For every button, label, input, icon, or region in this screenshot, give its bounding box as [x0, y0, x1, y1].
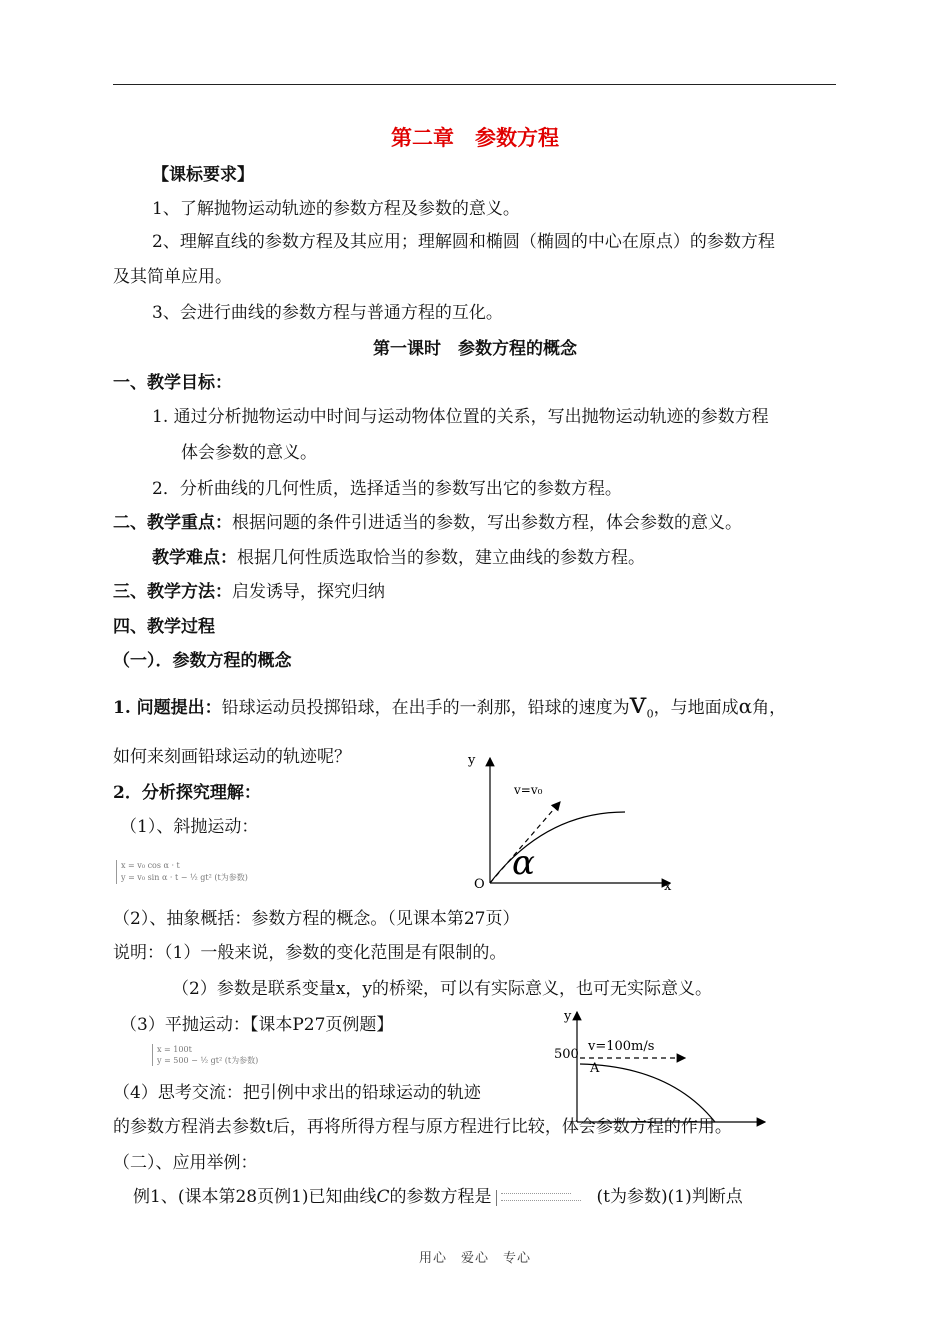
difficulty-text: 根据几何性质选取恰当的参数，建立曲线的参数方程。: [237, 548, 645, 568]
part2-heading: （二）、应用举例：: [113, 1153, 258, 1173]
key-points-text: 根据问题的条件引进适当的参数，写出参数方程，体会参数的意义。: [232, 513, 742, 533]
standards-item-1: 1、了解抛物运动轨迹的参数方程及参数的意义。: [152, 199, 520, 219]
lesson-title: 第一课时 参数方程的概念: [373, 339, 577, 359]
method-text: 启发诱导，探究归纳: [232, 582, 385, 602]
example-1: [133, 1186, 743, 1208]
standards-item-3: 3、会进行曲线的参数方程与普通方程的互化。: [152, 303, 503, 323]
method-label: 三、教学方法：: [113, 582, 232, 602]
example-1-text-2: 的参数方程是: [389, 1187, 492, 1207]
question-1-text-2: ，与地面成: [653, 698, 739, 718]
example-1-text-3: (t为参数)(1)判断点: [596, 1187, 743, 1207]
goals-item-1b: 体会参数的意义。: [181, 443, 317, 463]
horizontal-brace: [152, 1044, 153, 1066]
question-1-text-3: 角，: [752, 698, 787, 718]
page-footer: 用心 爱心 专心: [418, 1251, 531, 1266]
think-line-b: 的参数方程消去参数t后，再将所得方程与原方程进行比较，体会参数方程的作用。: [113, 1117, 732, 1137]
difficulty: [152, 547, 645, 569]
oblique-eq-2: y = v₀ sin α · t − ½ gt² (t为参数): [121, 873, 248, 882]
think-line-a: （4）思考交流：把引例中求出的铅球运动的轨迹: [113, 1083, 481, 1103]
method: [113, 581, 385, 603]
horizontal-eq-2: y = 500 − ½ gt² (t为参数): [157, 1056, 259, 1065]
example-1-formula-placeholder: [496, 1190, 597, 1206]
oblique-eq-1: x = v₀ cos α · t: [121, 861, 180, 870]
alpha-symbol: α: [738, 694, 753, 718]
figure-x-label: x: [664, 879, 672, 894]
header-rule: [113, 84, 836, 85]
question-1-line-2: 如何来刻画铅球运动的轨迹呢？: [113, 747, 351, 767]
figure-alpha: α: [512, 843, 535, 883]
goals-item-2: 2．分析曲线的几何性质，选择适当的参数写出它的参数方程。: [152, 479, 622, 499]
figure2-y-label: y: [564, 1009, 572, 1024]
question-1-label: 1. 问题提出：: [113, 698, 222, 718]
note-1: 说明：（1）一般来说，参数的变化范围是有限制的。: [113, 943, 507, 963]
oblique-figure: [460, 740, 690, 900]
standards-item-2b: 及其简单应用。: [113, 267, 232, 287]
figure-y-label: y: [468, 753, 476, 768]
figure2-y-tick: 500: [554, 1047, 579, 1062]
trajectory-curve-2: [580, 1064, 715, 1122]
analysis-heading: 2．分析探究理解：: [113, 783, 261, 803]
trajectory-curve: [490, 812, 625, 883]
horizontal-eq-1: x = 100t: [157, 1045, 192, 1054]
goals-heading: 一、教学目标：: [113, 373, 232, 393]
figure-origin-label: O: [474, 877, 485, 892]
standards-heading: 【课标要求】: [152, 165, 254, 185]
horizontal-label: （3）平抛运动：【课本P27页例题】: [120, 1015, 394, 1035]
abstract-line: （2）、抽象概括：参数方程的概念。（见课本第27页）: [113, 909, 520, 929]
figure2-point-a: A: [590, 1061, 600, 1076]
note-2: （2）参数是联系变量x，y的桥梁，可以有实际意义，也可无实际意义。: [172, 979, 713, 999]
v0-symbol: v: [629, 686, 647, 721]
horizontal-figure: [550, 1000, 775, 1130]
process-heading: 四、教学过程: [113, 617, 215, 637]
key-points-label: 二、教学重点：: [113, 513, 232, 533]
part1-heading: （一）．参数方程的概念: [113, 651, 292, 671]
key-points: [113, 512, 742, 534]
oblique-label: （1）、斜抛运动：: [120, 817, 259, 837]
difficulty-label: 教学难点：: [152, 548, 237, 568]
oblique-brace: [116, 860, 117, 884]
question-1-text: 铅球运动员投掷铅球，在出手的一刹那，铅球的速度为: [221, 698, 630, 718]
goals-item-1a: 1. 通过分析抛物运动中时间与运动物体位置的关系，写出抛物运动轨迹的参数方程: [152, 407, 769, 427]
v0-subscript: 0: [646, 707, 654, 721]
figure-velocity-label: v=v₀: [514, 783, 543, 797]
example-1-text: 例1、(课本第28页例1)已知曲线: [133, 1187, 377, 1207]
figure2-velocity-label: v=100m/s: [588, 1039, 655, 1054]
question-1: [113, 686, 787, 725]
curve-c-symbol: C: [376, 1187, 390, 1207]
page-title: 第二章 参数方程: [391, 125, 559, 150]
standards-item-2a: 2、理解直线的参数方程及其应用；理解圆和椭圆（椭圆的中心在原点）的参数方程: [152, 232, 775, 252]
